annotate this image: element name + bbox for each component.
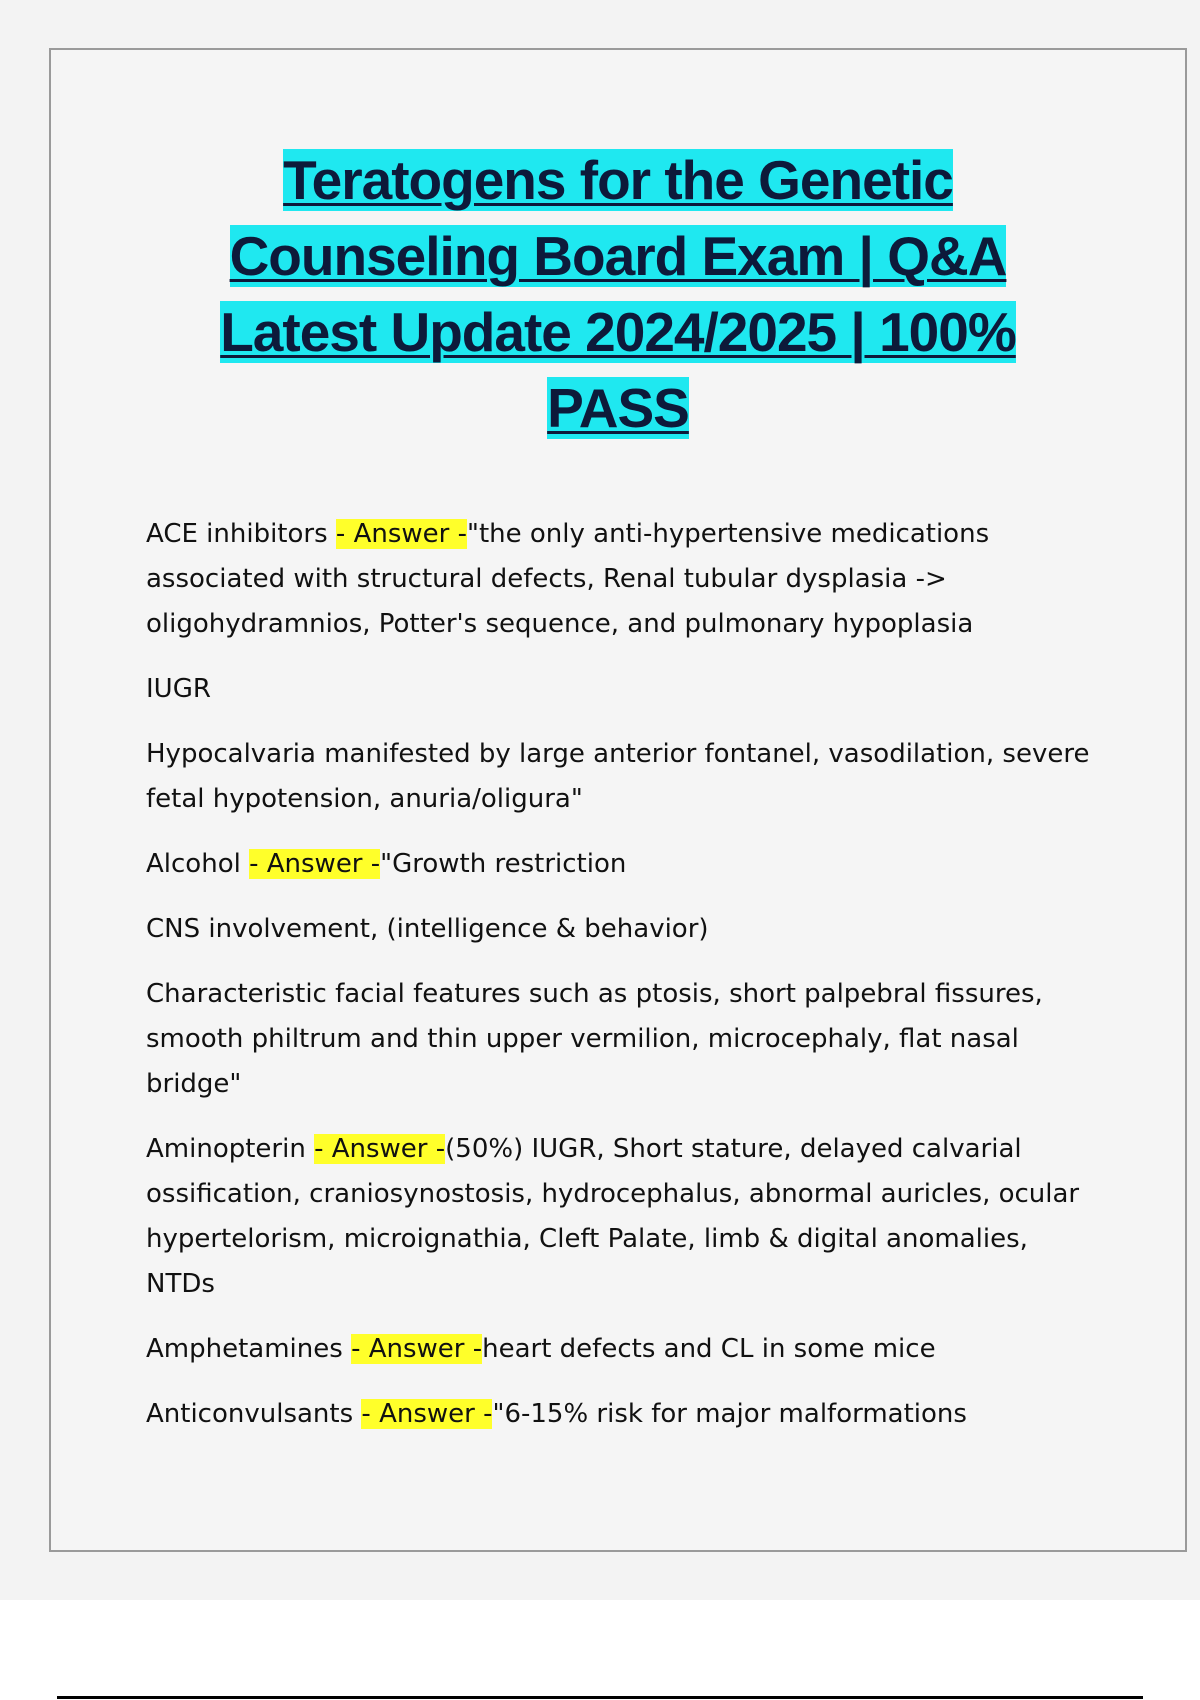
answer-marker: - Answer -: [335, 519, 467, 549]
entry-term: ACE inhibitors: [146, 519, 336, 549]
entry-continuation: IUGR: [146, 674, 211, 704]
entry-term: Alcohol: [146, 849, 250, 879]
entry-answer: "Growth restriction: [380, 849, 627, 879]
entry-answer: (50%) IUGR, Short stature, delayed calvarial ossification, craniosynostosis, hydrocephalus, abnormal auricles, ocular hypertelorism, microignathia, Cleft Palate, limb & digital anomalies, NTDs: [146, 1134, 1080, 1299]
qa-entries: [146, 512, 1096, 1457]
entry-continuation: Characteristic facial features such as ptosis, short palpebral fissures, smooth philtrum and thin upper vermilion, microcephaly, flat nasal bridge": [146, 979, 1043, 1099]
entry-continuation: CNS involvement, (intelligence & behavior): [146, 914, 709, 944]
qa-entry: [146, 1127, 1096, 1307]
entry-continuation: Hypocalvaria manifested by large anterior fontanel, vasodilation, severe fetal hypotension, anuria/oligura": [146, 739, 1090, 814]
qa-entry: [146, 512, 1096, 647]
document-title-text: Teratogens for the Genetic Counseling Board Exam | Q&A Latest Update 2024/2025 | 100% PASS: [220, 149, 1016, 439]
entry-answer: heart defects and CL in some mice: [482, 1334, 936, 1364]
qa-entry: [146, 1392, 1096, 1437]
answer-marker: - Answer -: [361, 1399, 493, 1429]
document-title: [150, 142, 1086, 446]
answer-marker: - Answer -: [249, 849, 381, 879]
qa-entry: [146, 842, 1096, 887]
qa-entry: [146, 1327, 1096, 1372]
entry-answer: "6-15% risk for major malformations: [492, 1399, 967, 1429]
entry-term: Anticonvulsants: [146, 1399, 362, 1429]
entry-term: Aminopterin: [146, 1134, 315, 1164]
entry-term: Amphetamines: [146, 1334, 352, 1364]
answer-marker: - Answer -: [314, 1134, 446, 1164]
footer-divider: [57, 1696, 1143, 1699]
answer-marker: - Answer -: [351, 1334, 483, 1364]
entry-answer: "the only anti-hypertensive medications associated with structural defects, Renal tubular dysplasia -> oligohydramnios, Potter's sequence, and pulmonary hypoplasia: [146, 519, 990, 639]
